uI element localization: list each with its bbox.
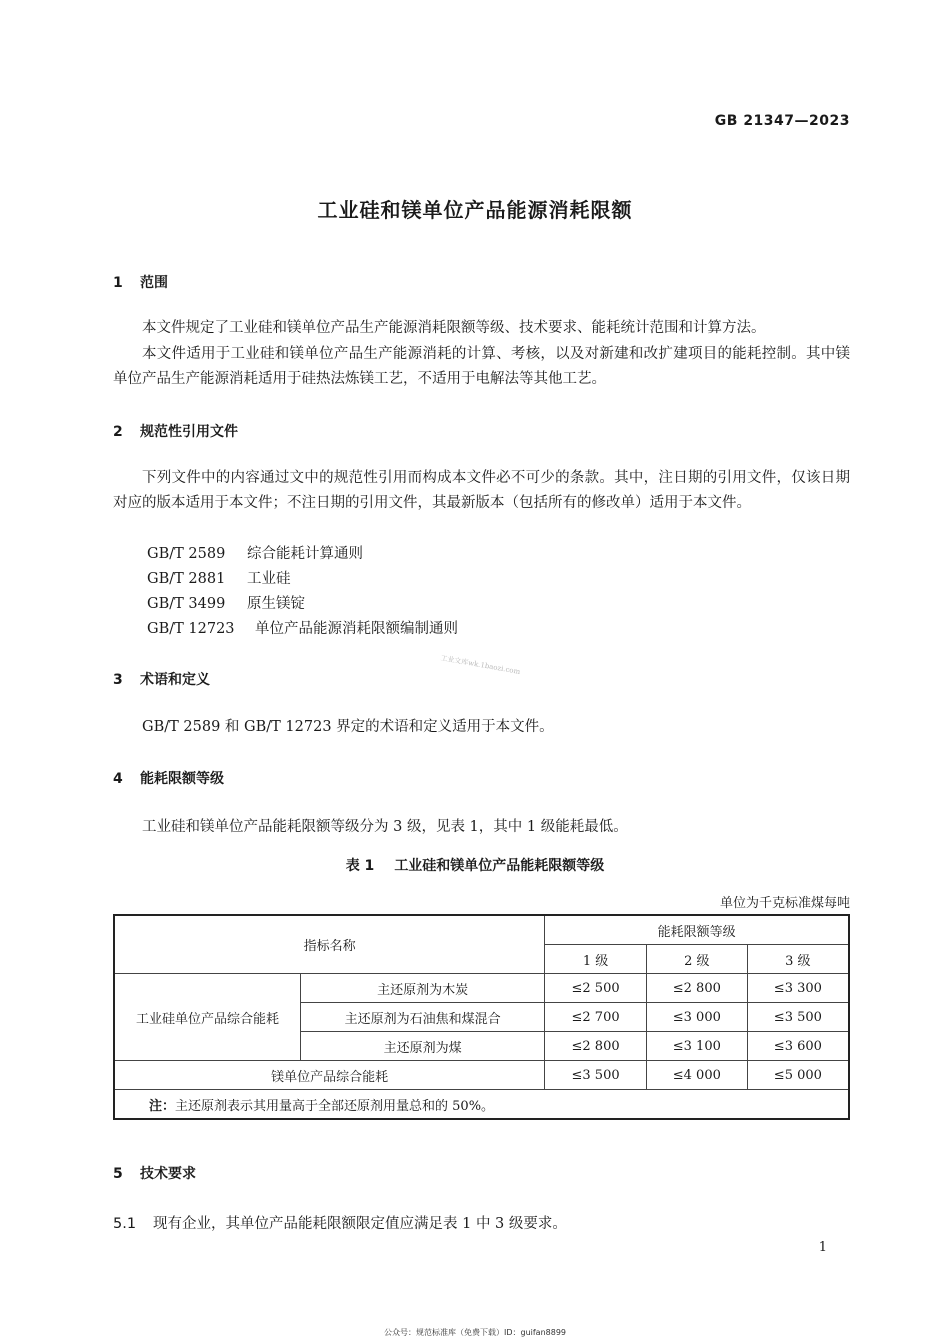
section-3-heading — [113, 669, 210, 689]
table-number: 表 1 — [345, 858, 375, 874]
section-title: 范围 — [140, 275, 168, 291]
table-cell: ≤5 000 — [747, 1061, 849, 1090]
paragraph: GB/T 2589 和 GB/T 12723 界定的术语和定义适用于本文件。 — [142, 719, 554, 735]
table-cell: ≤3 000 — [646, 1003, 747, 1032]
reference-code: GB/T 2881 — [147, 571, 226, 587]
clause-number: 5.1 — [113, 1216, 137, 1232]
paragraph: 本文件规定了工业硅和镁单位产品生产能源消耗限额等级、技术要求、能耗统计范围和计算方法。 — [142, 320, 766, 336]
section-1-heading — [113, 272, 168, 292]
row-group-label: 工业硅单位产品综合能耗 — [114, 974, 300, 1061]
paragraph: 本文件适用于工业硅和镁单位产品生产能源消耗的计算、考核，以及对新建和改扩建项目的能耗控制。其中镁单位产品生产能源消耗适用于硅热法炼镁工艺，不适用于电解法等其他工艺。 — [113, 346, 850, 387]
section-title: 能耗限额等级 — [140, 771, 224, 787]
row-label: 镁单位产品综合能耗 — [114, 1061, 545, 1090]
table-row — [114, 1061, 849, 1090]
section-4-heading — [113, 768, 224, 788]
reference-item — [147, 617, 458, 638]
energy-limit-table — [113, 914, 850, 1120]
document-title: 工业硅和镁单位产品能源消耗限额 — [317, 198, 633, 222]
standard-number: GB 21347—2023 — [714, 113, 850, 129]
header-grade-2: 2 级 — [646, 945, 747, 974]
section-2-heading — [113, 421, 238, 441]
reference-code: GB/T 3499 — [147, 596, 226, 612]
table-note-row — [114, 1090, 849, 1120]
table-unit: 单位为千克标准煤每吨 — [719, 896, 850, 911]
table-note — [114, 1090, 849, 1120]
header-indicator: 指标名称 — [114, 915, 545, 974]
table-cell: ≤3 300 — [747, 974, 849, 1003]
reference-code: GB/T 2589 — [147, 546, 226, 562]
row-sub-label: 主还原剂为煤 — [300, 1032, 544, 1061]
section-number: 5 — [113, 1166, 123, 1182]
section-5-heading — [113, 1163, 196, 1183]
note-label: 注： — [149, 1098, 176, 1114]
clause-text: 现有企业，其单位产品能耗限额限定值应满足表 1 中 3 级要求。 — [153, 1216, 567, 1232]
table-cell: ≤3 500 — [747, 1003, 849, 1032]
clause-5-1 — [113, 1212, 567, 1233]
section-number: 3 — [113, 672, 123, 688]
page-number: 1 — [818, 1240, 827, 1255]
reference-code: GB/T 12723 — [147, 621, 235, 637]
table-row — [114, 974, 849, 1003]
section-number: 4 — [113, 771, 123, 787]
header-grade-1: 1 级 — [545, 945, 647, 974]
reference-name: 综合能耗计算通则 — [247, 546, 363, 562]
paragraph: 工业硅和镁单位产品能耗限额等级分为 3 级，见表 1，其中 1 级能耗最低。 — [142, 819, 628, 835]
section-title: 术语和定义 — [140, 672, 210, 688]
table-cell: ≤2 700 — [545, 1003, 647, 1032]
table-cell: ≤3 500 — [545, 1061, 647, 1090]
table-title: 工业硅和镁单位产品能耗限额等级 — [394, 858, 605, 874]
table-cell: ≤4 000 — [646, 1061, 747, 1090]
reference-name: 原生镁锭 — [247, 596, 305, 612]
table-caption — [0, 855, 950, 875]
footer-note: 公众号：规范标准库（免费下载）ID：guifan8899 — [383, 1328, 567, 1337]
row-sub-label: 主还原剂为石油焦和煤混合 — [300, 1003, 544, 1032]
reference-name: 工业硅 — [247, 571, 291, 587]
reference-item — [147, 542, 363, 563]
header-grade-3: 3 级 — [747, 945, 849, 974]
watermark: 工业文库wk.1baozi.com — [439, 654, 521, 676]
table-cell: ≤2 500 — [545, 974, 647, 1003]
row-sub-label: 主还原剂为木炭 — [300, 974, 544, 1003]
section-title: 技术要求 — [140, 1166, 196, 1182]
table-cell: ≤2 800 — [646, 974, 747, 1003]
section-number: 2 — [113, 424, 123, 440]
table-cell: ≤2 800 — [545, 1032, 647, 1061]
paragraph: 下列文件中的内容通过文中的规范性引用而构成本文件必不可少的条款。其中，注日期的引用文件，仅该日期对应的版本适用于本文件；不注日期的引用文件，其最新版本（包括所有的修改单）适用于本文件。 — [113, 470, 850, 511]
table-cell: ≤3 100 — [646, 1032, 747, 1061]
header-grade-group: 能耗限额等级 — [545, 915, 849, 945]
table-header-row — [114, 915, 849, 945]
section-title: 规范性引用文件 — [140, 424, 238, 440]
note-text: 主还原剂表示其用量高于全部还原剂用量总和的 50%。 — [175, 1098, 495, 1114]
reference-item — [147, 592, 305, 613]
table-cell: ≤3 600 — [747, 1032, 849, 1061]
reference-item — [147, 567, 291, 588]
reference-name: 单位产品能源消耗限额编制通则 — [255, 621, 458, 637]
section-number: 1 — [113, 275, 123, 291]
